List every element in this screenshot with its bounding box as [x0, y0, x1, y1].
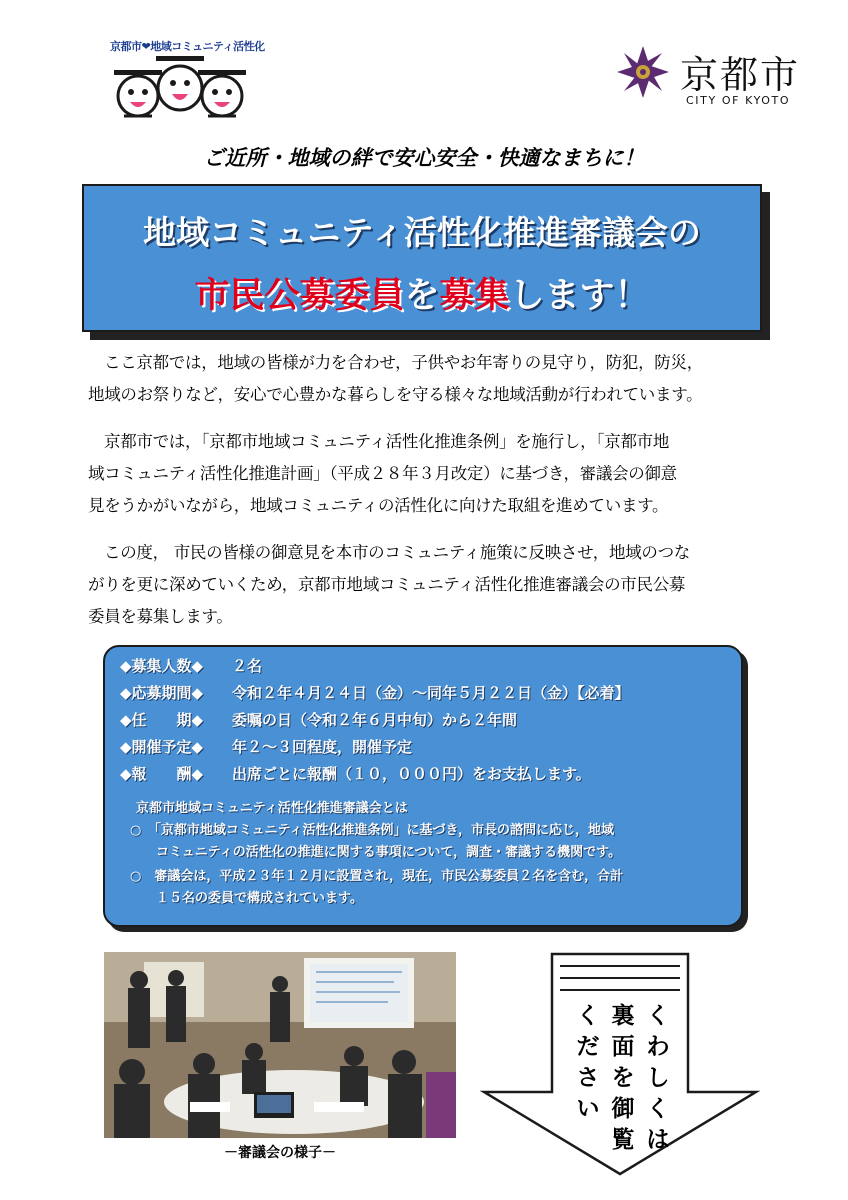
paragraph-line: 域コミュニティ活性化推進計画」（平成２８年３月改定）に基づき，審議会の御意 [88, 464, 677, 483]
council-meeting-photo [104, 952, 456, 1138]
about-council-line: ○ 「京都市地域コミュニティ活性化推進条例」に基づき，市長の諮問に応じ，地域 [130, 823, 615, 838]
arrow-text-column-3: ください [576, 1003, 600, 1122]
about-council-title: 京都市地域コミュニティ活性化推進審議会とは [136, 801, 408, 816]
intro-paragraph-1 [88, 347, 768, 411]
paragraph-line: ここ京都では，地域の皆様が力を合わせ，子供やお年寄りの見守り，防犯，防災， [104, 353, 703, 372]
banner-highlight-committee: 市民公募委員 [194, 276, 405, 316]
mascot-logo-icon [100, 32, 265, 132]
info-value: 委嘱の日（令和２年６月中旬）から２年間 [232, 711, 518, 729]
mascot-logo-text: 京都市❤地域コミュニティ活性化 [110, 40, 265, 53]
info-value: 年２～３回程度，開催予定 [232, 738, 413, 756]
arrow-text-column-2: 裏面を御覧 [611, 1003, 635, 1153]
about-council-line: ○ 審議会は，平成２３年１２月に設置され，現在，市民公募委員２名を含む，合計 [130, 869, 624, 884]
paragraph-line: この度， 市民の皆様の御意見を本市のコミュニティ施策に反映させ，地域のつな [104, 543, 691, 562]
info-row-period [120, 682, 630, 703]
city-name-english: CITY OF KYOTO [686, 94, 791, 107]
paragraph-line: 地域のお祭りなど，安心で心豊かな暮らしを守る様々な地域活動が行われています。 [88, 385, 703, 404]
banner-highlight-recruit: 募集 [439, 276, 510, 316]
info-row-reward [120, 763, 591, 784]
info-key: ◆任 期◆ [120, 711, 204, 729]
info-row-count [120, 655, 262, 676]
arrow-text-column-1: くわしくは [646, 1003, 670, 1153]
info-row-term [120, 709, 517, 730]
paragraph-line: 委員を募集します。 [88, 607, 233, 626]
banner-title-line2 [82, 268, 762, 318]
tagline: ご近所・地域の絆で安心安全・快適なまちに！ [203, 146, 645, 170]
banner-ending: します！ [509, 276, 650, 316]
photo-caption: －審議会の様子－ [224, 1145, 336, 1161]
city-emblem-icon [613, 42, 673, 102]
intro-paragraph-2 [88, 426, 768, 522]
paragraph-line: 京都市では，「京都市地域コミュニティ活性化推進条例」を施行し，「京都市地 [104, 432, 670, 451]
info-key: ◆応募期間◆ [120, 684, 204, 702]
about-council-line: １５名の委員で構成されています。 [130, 891, 363, 906]
banner-title-line1: 地域コミュニティ活性化推進審議会の [143, 213, 701, 252]
info-row-schedule [120, 736, 412, 757]
city-name: 京都市 [680, 53, 801, 97]
banner-particle: を [404, 276, 440, 316]
intro-paragraph-3 [88, 537, 768, 633]
info-key: ◆開催予定◆ [120, 738, 204, 756]
info-value: 令和２年４月２４日（金）～同年５月２２日（金）【必着】 [232, 684, 630, 702]
about-council-line: コミュニティの活性化の推進に関する事項について，調査・審議する機関です。 [130, 845, 622, 860]
info-key: ◆募集人数◆ [120, 657, 204, 675]
info-value: 出席ごとに報酬（１０，０００円）をお支払します。 [232, 765, 591, 783]
info-key: ◆報 酬◆ [120, 765, 204, 783]
info-value: ２名 [232, 657, 263, 675]
paragraph-line: 見をうかがいながら，地域コミュニティの活性化に向けた取組を進めています。 [88, 496, 669, 515]
paragraph-line: がりを更に深めていくため，京都市地域コミュニティ活性化推進審議会の市民公募 [88, 575, 686, 594]
